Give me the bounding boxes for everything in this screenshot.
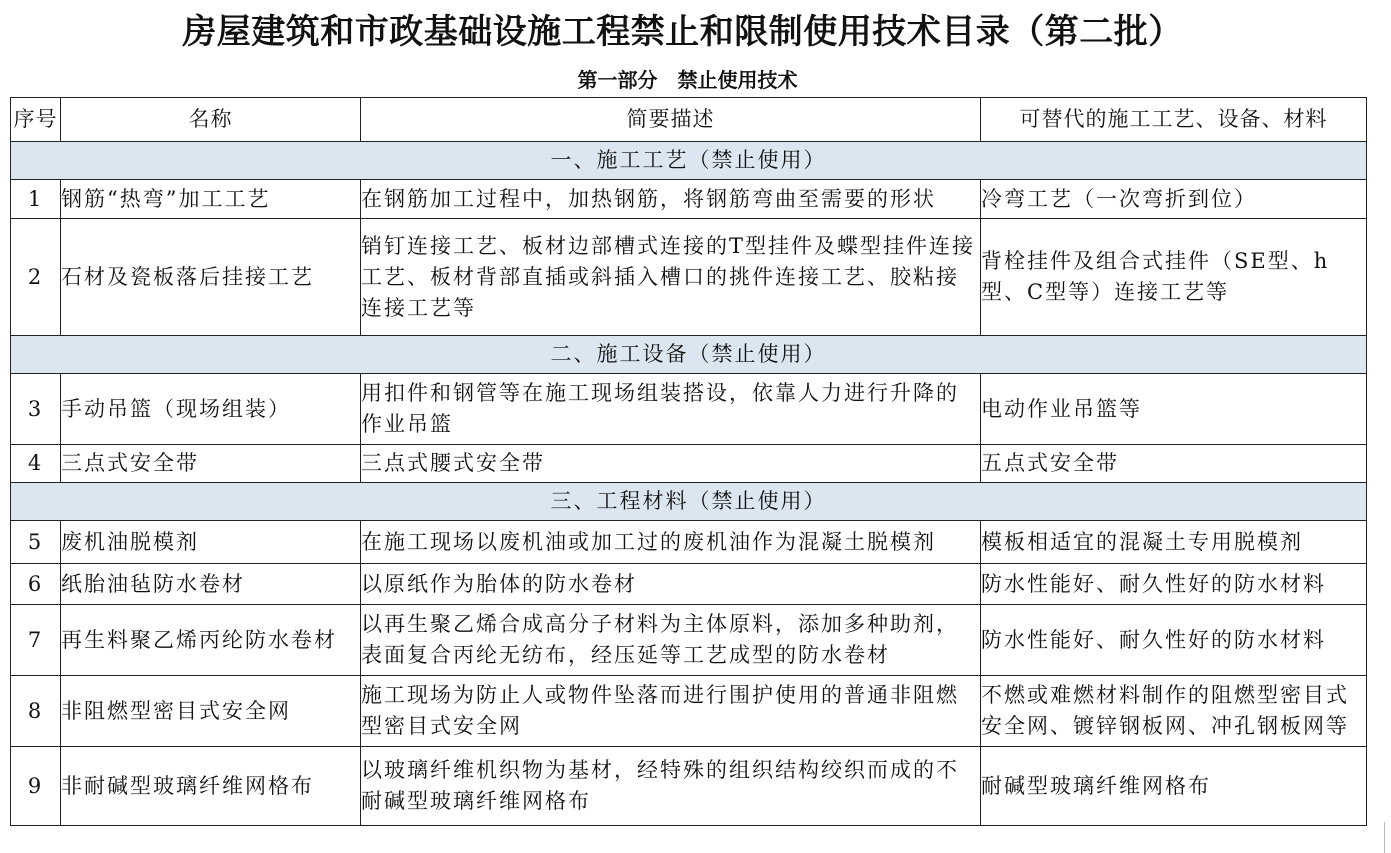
table-row <box>11 219 1367 336</box>
row-desc: 以原纸作为胎体的防水卷材 <box>361 564 981 605</box>
row-seq: 9 <box>11 747 61 826</box>
row-name: 纸胎油毡防水卷材 <box>61 564 361 605</box>
table-row <box>11 445 1367 483</box>
row-name: 非耐碱型玻璃纤维网格布 <box>61 747 361 826</box>
header-desc: 简要描述 <box>361 98 981 142</box>
row-name: 手动吊篮（现场组装） <box>61 374 361 445</box>
row-alt: 不燃或难燃材料制作的阻燃型密目式安全网、镀锌钢板网、冲孔钢板网等 <box>981 676 1367 747</box>
row-desc: 销钉连接工艺、板材边部槽式连接的T型挂件及蝶型挂件连接工艺、板材背部直插或斜插入槽口的挑件连接工艺、胶粘接连接工艺等 <box>361 219 981 336</box>
row-alt: 模板相适宜的混凝土专用脱模剂 <box>981 521 1367 564</box>
section-row-engineering-materials <box>11 483 1367 521</box>
row-seq: 3 <box>11 374 61 445</box>
section-heading: 二、施工设备（禁止使用） <box>11 336 1367 374</box>
row-name: 废机油脱模剂 <box>61 521 361 564</box>
header-seq: 序号 <box>11 98 61 142</box>
row-name: 再生料聚乙烯丙纶防水卷材 <box>61 605 361 676</box>
table-row <box>11 374 1367 445</box>
section-row-construction-process <box>11 142 1367 180</box>
table-row <box>11 180 1367 219</box>
row-alt: 防水性能好、耐久性好的防水材料 <box>981 605 1367 676</box>
table-row <box>11 676 1367 747</box>
row-alt: 防水性能好、耐久性好的防水材料 <box>981 564 1367 605</box>
table-row <box>11 521 1367 564</box>
row-desc: 在钢筋加工过程中，加热钢筋，将钢筋弯曲至需要的形状 <box>361 180 981 219</box>
row-desc: 施工现场为防止人或物件坠落而进行围护使用的普通非阻燃型密目式安全网 <box>361 676 981 747</box>
row-alt: 冷弯工艺（一次弯折到位） <box>981 180 1367 219</box>
row-alt: 背栓挂件及组合式挂件（SE型、h型、C型等）连接工艺等 <box>981 219 1367 336</box>
row-name: 钢筋“热弯”加工工艺 <box>61 180 361 219</box>
technology-catalog-table <box>10 97 1367 826</box>
table-header-row <box>11 98 1367 142</box>
document-title: 房屋建筑和市政基础设施工程禁止和限制使用技术目录（第二批） <box>182 12 1183 52</box>
table-row <box>11 747 1367 826</box>
row-alt: 五点式安全带 <box>981 445 1367 483</box>
row-seq: 2 <box>11 219 61 336</box>
section-heading: 三、工程材料（禁止使用） <box>11 483 1367 521</box>
row-desc: 在施工现场以废机油或加工过的废机油作为混凝土脱模剂 <box>361 521 981 564</box>
section-subtitle: 第一部分 禁止使用技术 <box>577 68 798 92</box>
row-desc: 以玻璃纤维机织物为基材，经特殊的组织结构绞织而成的不耐碱型玻璃纤维网格布 <box>361 747 981 826</box>
row-name: 三点式安全带 <box>61 445 361 483</box>
page-edge-divider <box>1384 822 1385 853</box>
row-alt: 耐碱型玻璃纤维网格布 <box>981 747 1367 826</box>
row-name: 非阻燃型密目式安全网 <box>61 676 361 747</box>
row-seq: 8 <box>11 676 61 747</box>
row-seq: 5 <box>11 521 61 564</box>
row-desc: 三点式腰式安全带 <box>361 445 981 483</box>
row-alt: 电动作业吊篮等 <box>981 374 1367 445</box>
header-name: 名称 <box>61 98 361 142</box>
row-desc: 用扣件和钢管等在施工现场组装搭设，依靠人力进行升降的作业吊篮 <box>361 374 981 445</box>
section-heading: 一、施工工艺（禁止使用） <box>11 142 1367 180</box>
row-desc: 以再生聚乙烯合成高分子材料为主体原料，添加多种助剂，表面复合丙纶无纺布，经压延等工艺成型的防水卷材 <box>361 605 981 676</box>
row-seq: 4 <box>11 445 61 483</box>
table-row <box>11 564 1367 605</box>
header-alt: 可替代的施工工艺、设备、材料 <box>981 98 1367 142</box>
row-seq: 7 <box>11 605 61 676</box>
table-row <box>11 605 1367 676</box>
section-row-construction-equipment <box>11 336 1367 374</box>
row-name: 石材及瓷板落后挂接工艺 <box>61 219 361 336</box>
row-seq: 1 <box>11 180 61 219</box>
row-seq: 6 <box>11 564 61 605</box>
